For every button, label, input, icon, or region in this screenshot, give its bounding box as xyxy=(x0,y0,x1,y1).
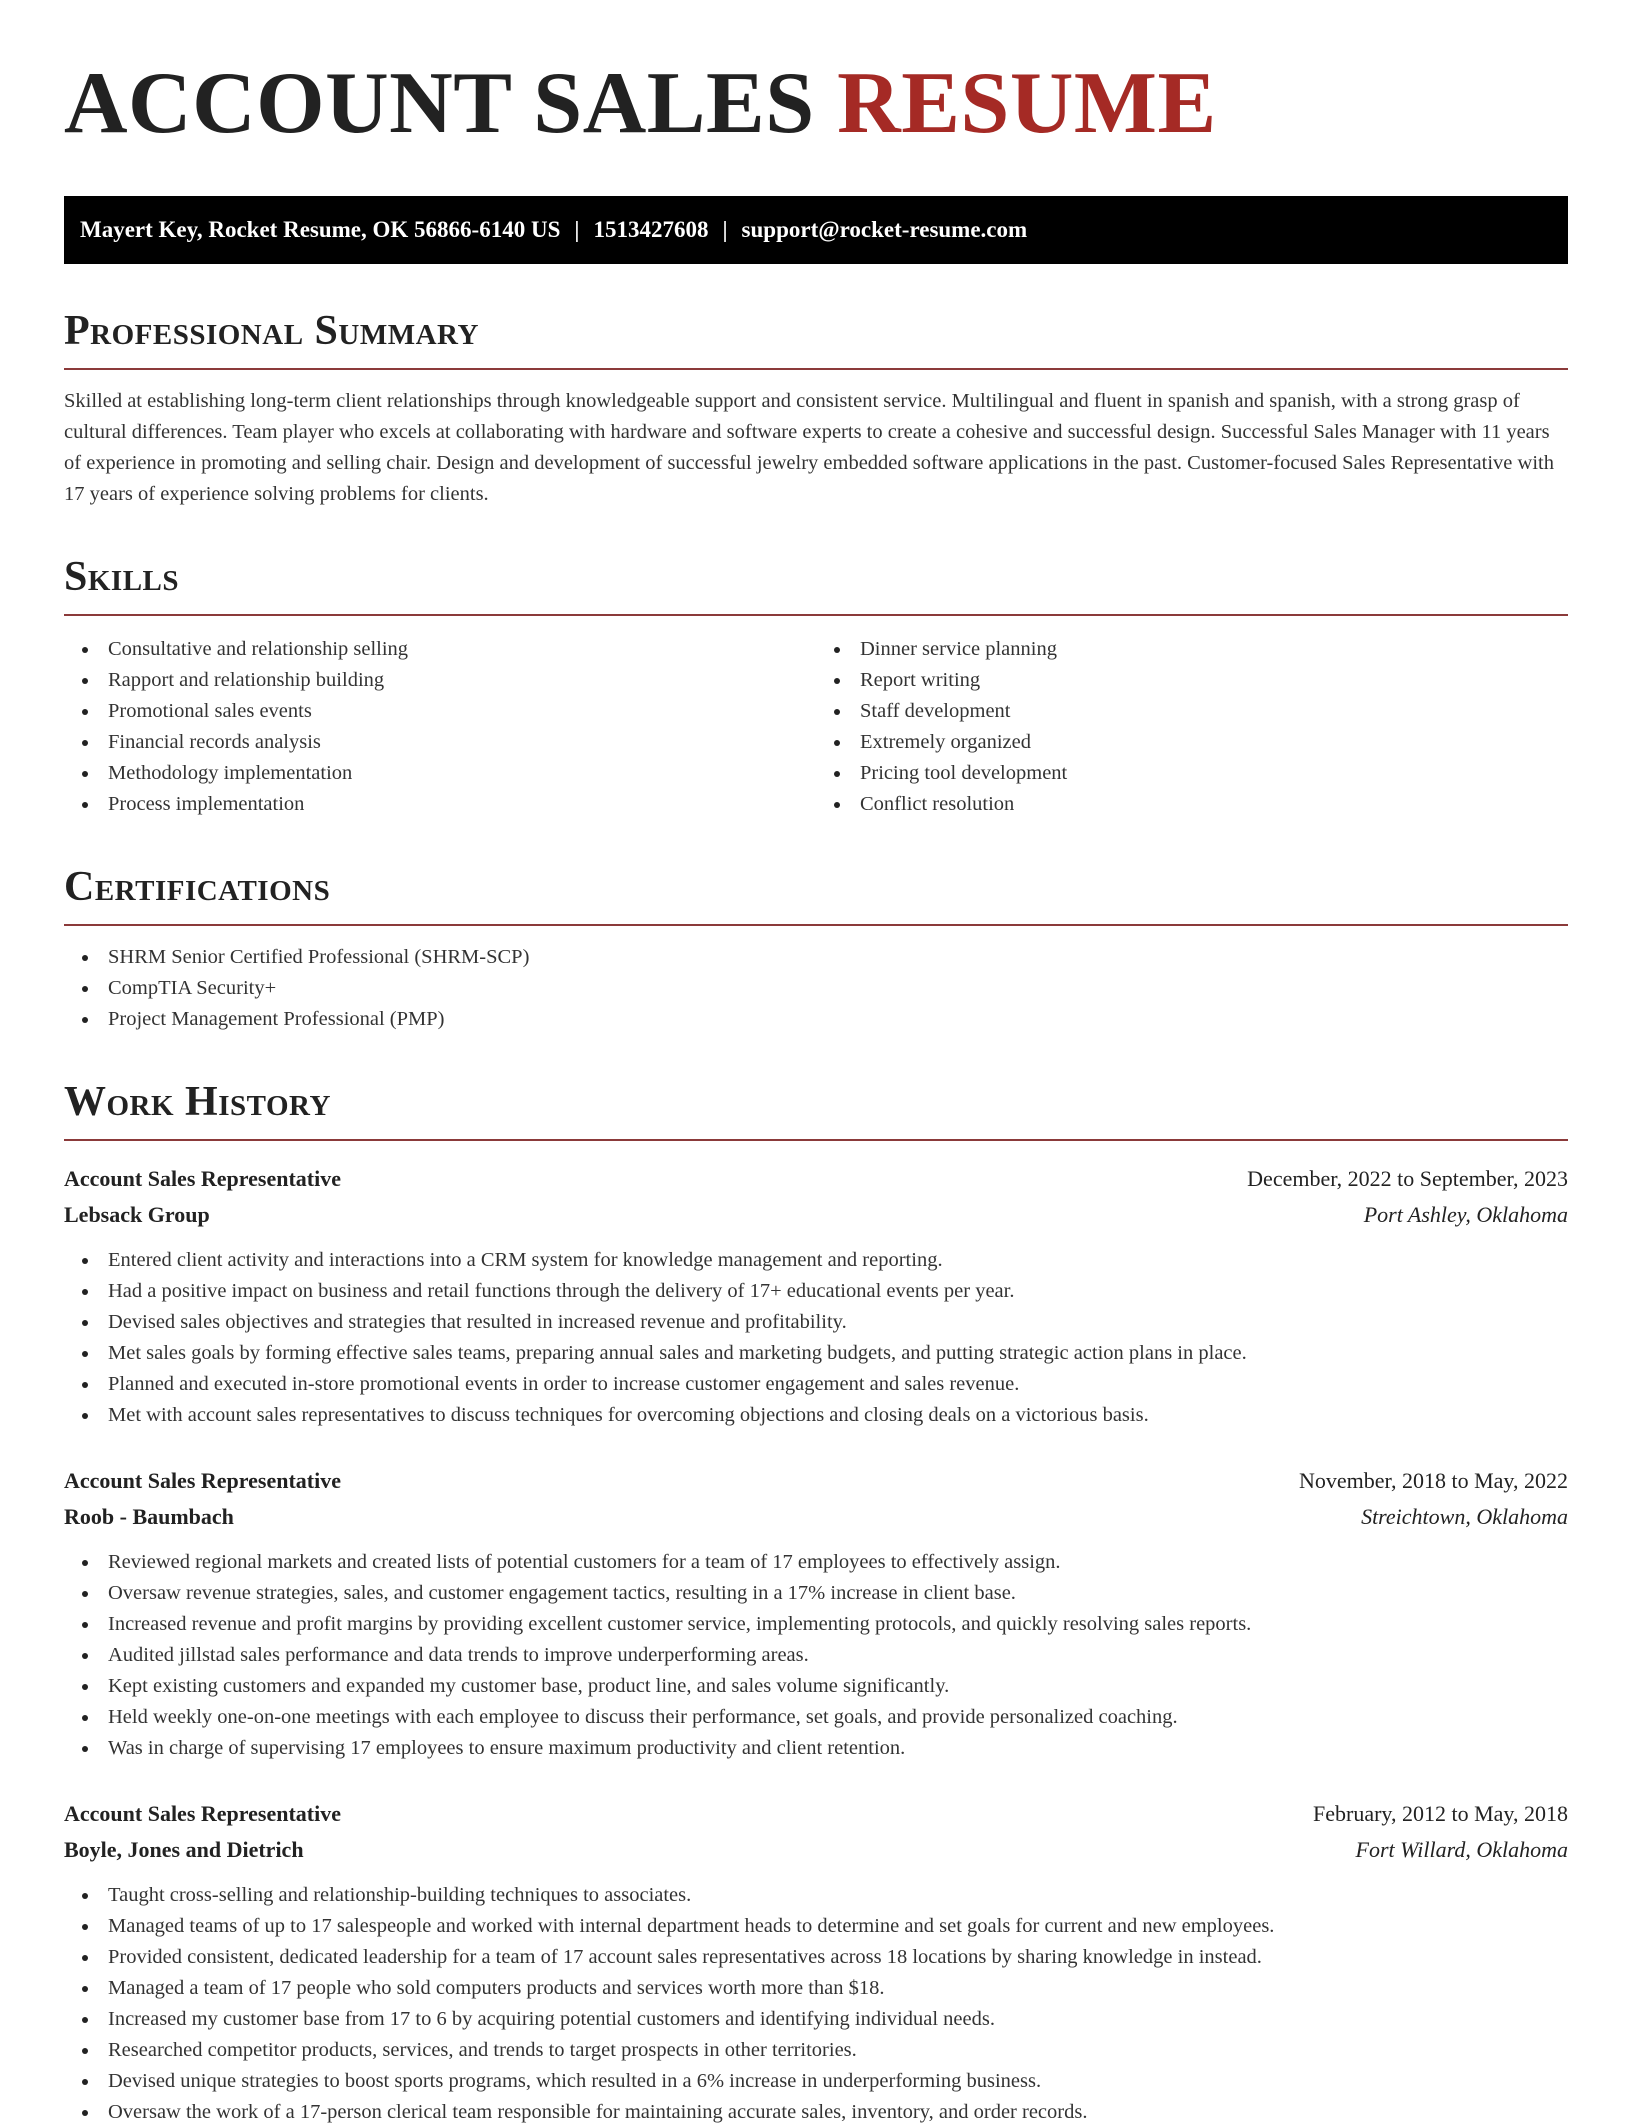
skill-item: Staff development xyxy=(816,696,1568,727)
work-history-heading: Work History xyxy=(64,1079,1568,1141)
job-bullets xyxy=(64,1245,1568,1431)
contact-phone: 1513427608 xyxy=(593,217,709,242)
job-bullet: Managed a team of 17 people who sold computers products and services worth more than $18. xyxy=(64,1973,1568,2004)
skill-item: Report writing xyxy=(816,665,1568,696)
job-bullet: Oversaw revenue strategies, sales, and customer engagement tactics, resulting in a 17% increase in client base. xyxy=(64,1578,1568,1609)
summary-text: Skilled at establishing long-term client relationships through knowledgeable support and consistent service. Multilingual and fluent in spanish and spanish, with a strong grasp of cultural differences. Team player who excels at collaborating with hardware and software experts to create a cohesive and successful design. Successful Sales Manager with 11 years of experience in promoting and selling chair. Design and development of successful jewelry embedded software applications in the past. Customer-focused Sales Representative with 17 years of experience solving problems for clients. xyxy=(64,390,1554,505)
skill-item: Consultative and relationship selling xyxy=(64,634,816,665)
job-bullet: Kept existing customers and expanded my customer base, product line, and sales volume significantly. xyxy=(64,1671,1568,1702)
skills-list-left xyxy=(64,634,816,820)
job-entry xyxy=(64,1161,1568,1431)
job-bullet: Researched competitor products, services, and trends to target prospects in other territories. xyxy=(64,2035,1568,2066)
job-location: Streichtown, Oklahoma xyxy=(1361,1504,1568,1529)
skill-item: Extremely organized xyxy=(816,727,1568,758)
contact-address: Mayert Key, Rocket Resume, OK 56866-6140 US xyxy=(80,217,561,242)
title-accent: RESUME xyxy=(837,55,1217,152)
job-entry xyxy=(64,1796,1568,2128)
job-location: Port Ashley, Oklahoma xyxy=(1363,1202,1568,1227)
job-title: Account Sales Representative xyxy=(64,1801,341,1826)
job-bullet: Planned and executed in-store promotional events in order to increase customer engagement and sales revenue. xyxy=(64,1369,1568,1400)
job-bullet: Reviewed regional markets and created lists of potential customers for a team of 17 employees to effectively assign. xyxy=(64,1547,1568,1578)
certification-item: Project Management Professional (PMP) xyxy=(64,1004,1568,1035)
summary-heading: Professional Summary xyxy=(64,308,1568,370)
job-header-row xyxy=(64,1463,1568,1499)
skills-grid xyxy=(64,634,1568,820)
skill-item: Dinner service planning xyxy=(816,634,1568,665)
contact-email: support@rocket-resume.com xyxy=(741,217,1028,242)
skill-item: Conflict resolution xyxy=(816,789,1568,820)
job-bullet: Was in charge of supervising 17 employees to ensure maximum productivity and client retention. xyxy=(64,1733,1568,1764)
job-bullets xyxy=(64,1880,1568,2128)
job-bullet: Entered client activity and interactions into a CRM system for knowledge management and reporting. xyxy=(64,1245,1568,1276)
skill-item: Pricing tool development xyxy=(816,758,1568,789)
job-bullet: Met with account sales representatives to discuss techniques for overcoming objections and closing deals on a victorious basis. xyxy=(64,1400,1568,1431)
summary-section xyxy=(64,308,1568,510)
job-title: Account Sales Representative xyxy=(64,1166,341,1191)
job-dates: November, 2018 to May, 2022 xyxy=(1299,1468,1568,1493)
job-bullet: Increased my customer base from 17 to 6 by acquiring potential customers and identifying individual needs. xyxy=(64,2004,1568,2035)
job-bullet: Taught cross-selling and relationship-building techniques to associates. xyxy=(64,1880,1568,1911)
job-bullet: Managed teams of up to 17 salespeople and worked with internal department heads to determine and set goals for current and new employees. xyxy=(64,1911,1568,1942)
skill-item: Promotional sales events xyxy=(64,696,816,727)
job-bullet: Met sales goals by forming effective sales teams, preparing annual sales and marketing budgets, and putting strategic action plans in place. xyxy=(64,1338,1568,1369)
resume-title xyxy=(64,54,1568,172)
certifications-section xyxy=(64,864,1568,1035)
skill-item: Process implementation xyxy=(64,789,816,820)
certifications-heading: Certifications xyxy=(64,864,1568,926)
work-history-section xyxy=(64,1079,1568,2128)
job-company: Boyle, Jones and Dietrich xyxy=(64,1837,304,1862)
certification-item: CompTIA Security+ xyxy=(64,973,1568,1004)
job-bullets xyxy=(64,1547,1568,1764)
job-title: Account Sales Representative xyxy=(64,1468,341,1493)
job-dates: December, 2022 to September, 2023 xyxy=(1247,1166,1568,1191)
skill-item: Methodology implementation xyxy=(64,758,816,789)
job-company-row xyxy=(64,1499,1568,1535)
contact-bar xyxy=(64,196,1568,264)
job-bullet: Provided consistent, dedicated leadership for a team of 17 account sales representatives across 18 locations by sharing knowledge in instead. xyxy=(64,1942,1568,1973)
certification-item: SHRM Senior Certified Professional (SHRM-SCP) xyxy=(64,942,1568,973)
job-bullet: Oversaw the work of a 17-person clerical team responsible for maintaining accurate sales, inventory, and order records. xyxy=(64,2097,1568,2128)
job-company-row xyxy=(64,1832,1568,1868)
job-bullet: Had a positive impact on business and retail functions through the delivery of 17+ educational events per year. xyxy=(64,1276,1568,1307)
job-company: Lebsack Group xyxy=(64,1202,210,1227)
skills-heading: Skills xyxy=(64,554,1568,616)
job-bullet: Devised unique strategies to boost sports programs, which resulted in a 6% increase in underperforming business. xyxy=(64,2066,1568,2097)
job-bullet: Devised sales objectives and strategies that resulted in increased revenue and profitability. xyxy=(64,1307,1568,1338)
job-dates: February, 2012 to May, 2018 xyxy=(1313,1801,1568,1826)
skill-item: Financial records analysis xyxy=(64,727,816,758)
job-location: Fort Willard, Oklahoma xyxy=(1355,1837,1568,1862)
job-bullet: Increased revenue and profit margins by providing excellent customer service, implementing protocols, and quickly resolving sales reports. xyxy=(64,1609,1568,1640)
contact-separator: | xyxy=(574,217,580,242)
job-header-row xyxy=(64,1796,1568,1832)
skills-section xyxy=(64,554,1568,820)
job-bullet: Audited jillstad sales performance and data trends to improve underperforming areas. xyxy=(64,1640,1568,1671)
certifications-list xyxy=(64,942,1568,1035)
job-header-row xyxy=(64,1161,1568,1197)
job-company-row xyxy=(64,1197,1568,1233)
job-bullet: Held weekly one-on-one meetings with each employee to discuss their performance, set goals, and provide personalized coaching. xyxy=(64,1702,1568,1733)
skill-item: Rapport and relationship building xyxy=(64,665,816,696)
title-main: ACCOUNT SALES xyxy=(64,55,815,152)
contact-separator: | xyxy=(722,217,728,242)
skills-list-right xyxy=(816,634,1568,820)
job-company: Roob - Baumbach xyxy=(64,1504,234,1529)
job-entry xyxy=(64,1463,1568,1764)
